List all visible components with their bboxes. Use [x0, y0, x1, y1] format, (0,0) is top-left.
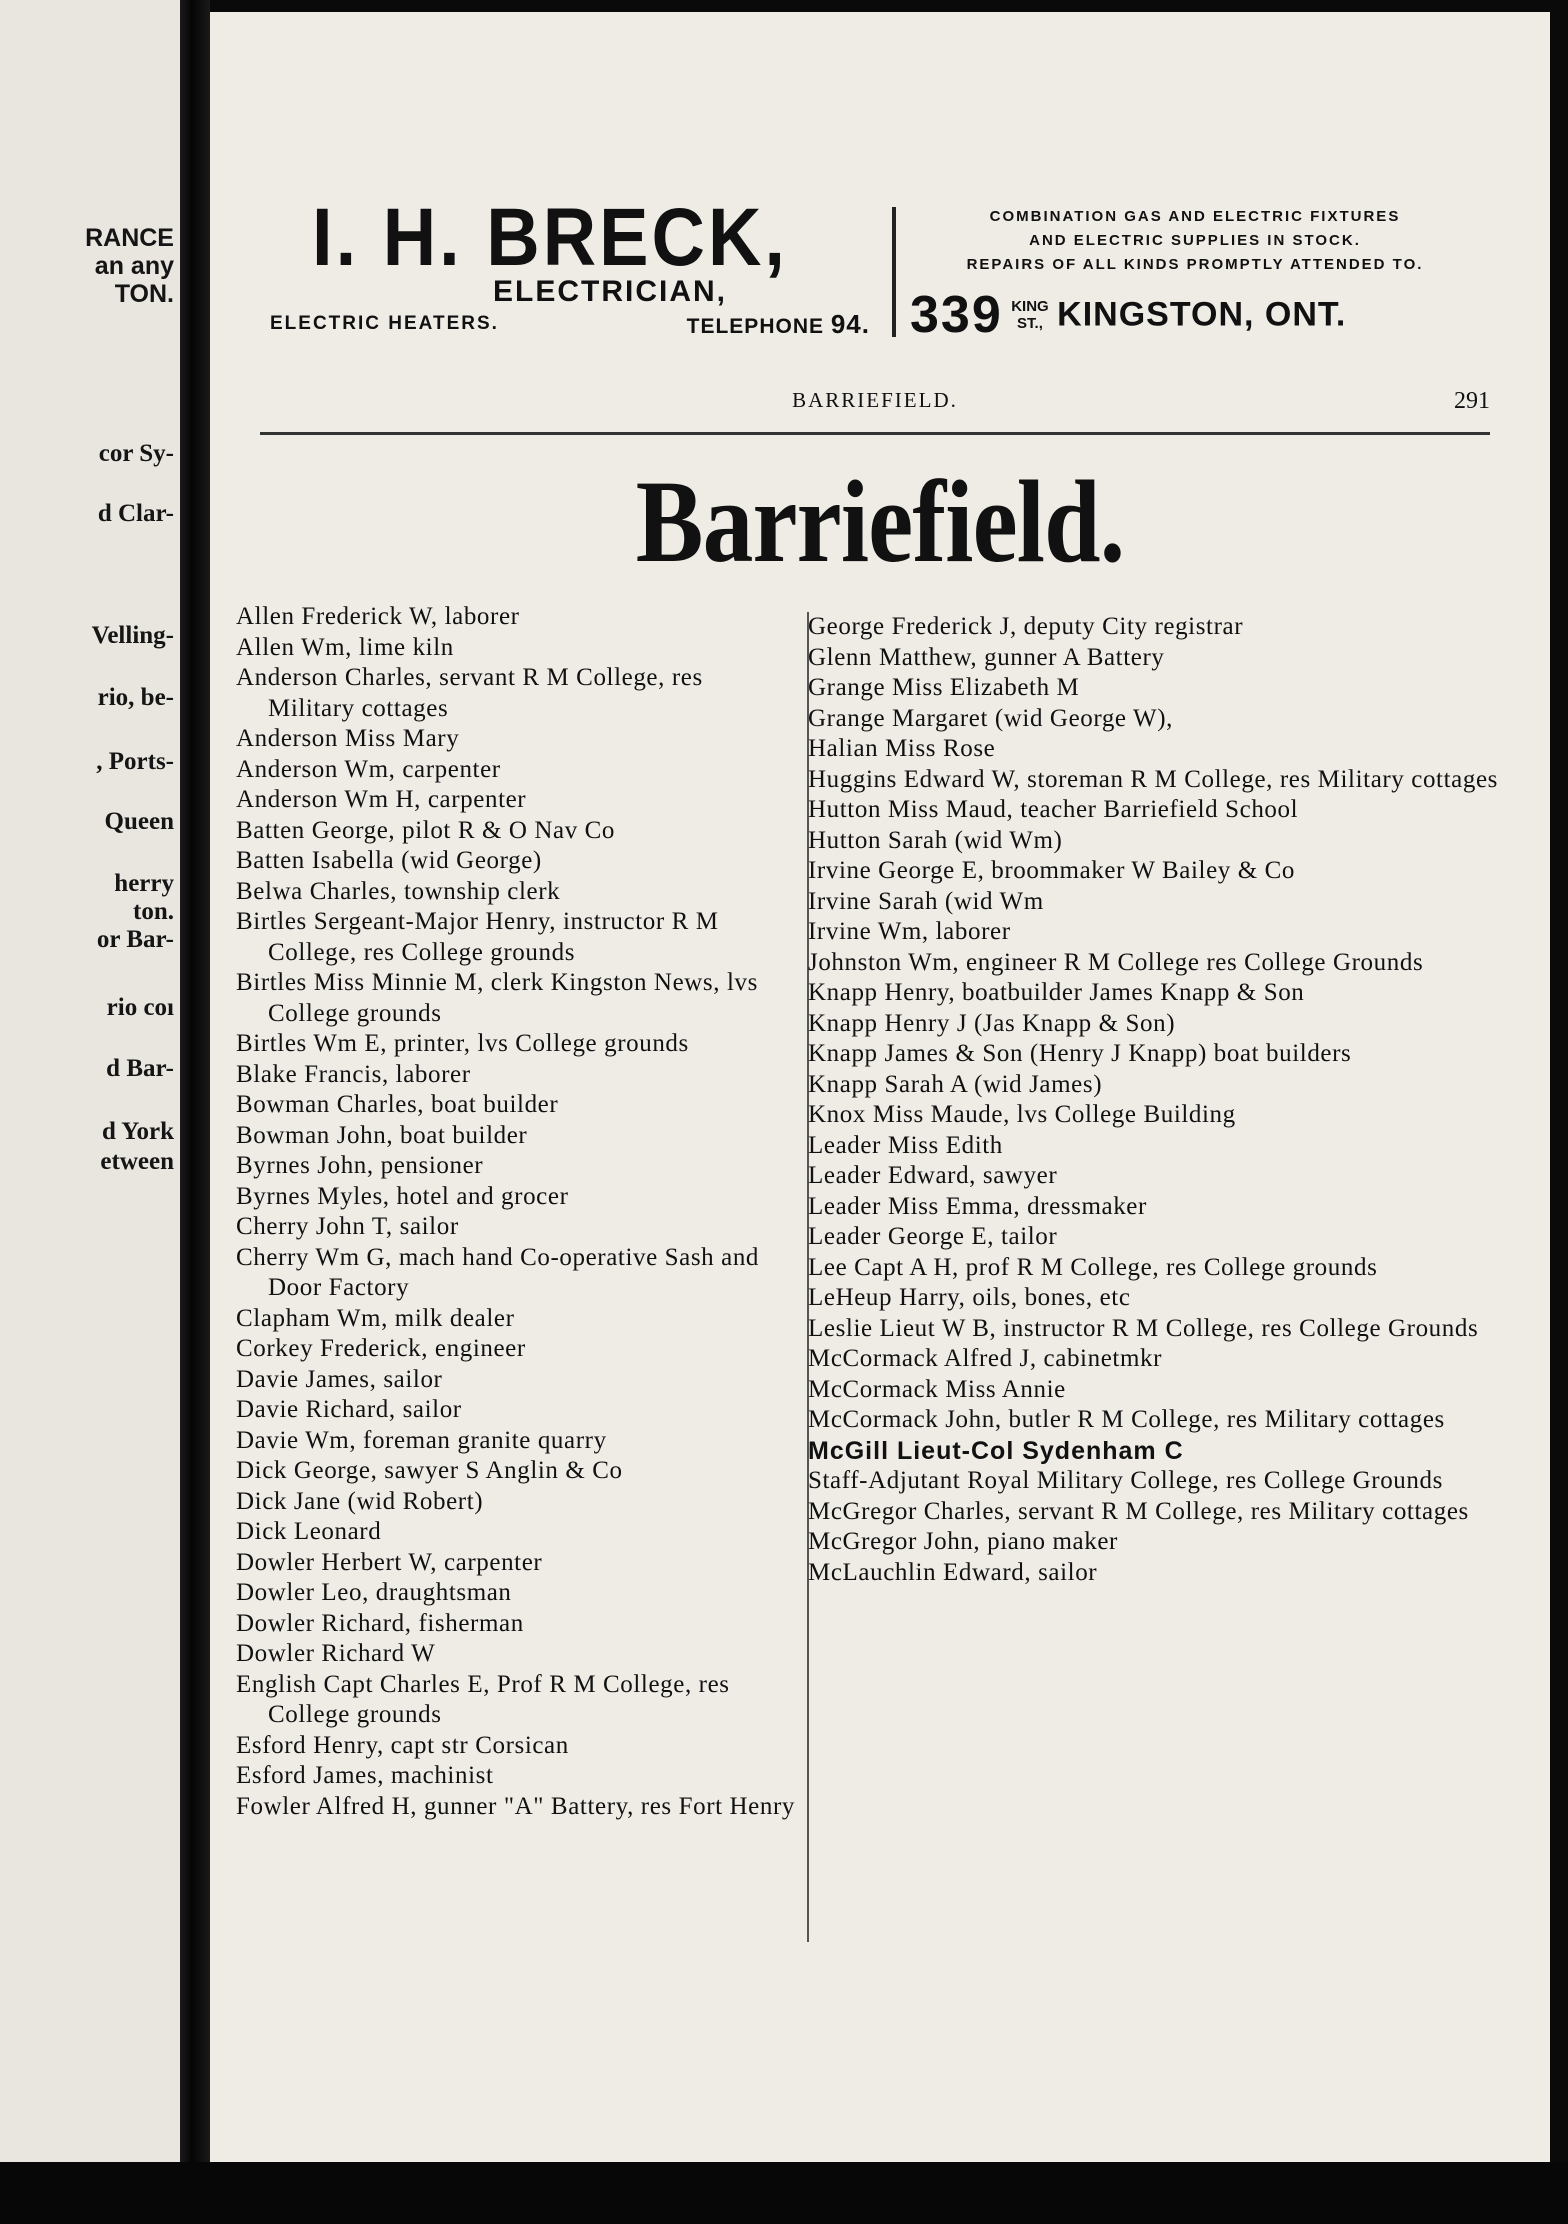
directory-entry: George Frederick J, deputy City registrar [808, 613, 1244, 640]
page-title: Barriefield. [635, 456, 1125, 587]
directory-entry: Knapp Henry J (Jas Knapp & Son) [808, 1009, 1176, 1037]
directory-entry: English Capt Charles E, Prof R M College, res College grounds [236, 1670, 730, 1728]
directory-entry: McCormack Alfred J, cabinetmkr [808, 1345, 1163, 1372]
directory-entry: Cherry Wm G, mach hand Co-operative Sash and Door Factory [236, 1243, 760, 1301]
directory-entry: Staff-Adjutant Royal Military College, res College Grounds [808, 1467, 1443, 1494]
header-rule [260, 432, 1490, 435]
advertiser-name: I. H. BRECK, [312, 191, 788, 283]
directory-entry: McGregor John, piano maker [808, 1528, 1118, 1555]
directory-entry: Anderson Miss Mary [236, 725, 460, 752]
directory-entry: McGill Lieut-Col Sydenham C [808, 1436, 1184, 1465]
directory-entry: Batten George, pilot R & O Nav Co [236, 816, 616, 844]
directory-entry: Fowler Alfred H, gunner "A" Battery, res Fort Henry [236, 1792, 795, 1820]
directory-entry: Belwa Charles, township clerk [236, 877, 561, 905]
advertisement-details [910, 205, 1480, 344]
ad-line-repairs: REPAIRS OF ALL KINDS PROMPTLY ATTENDED TO. [966, 256, 1424, 273]
directory-entry: Clapham Wm, milk dealer [236, 1304, 515, 1332]
adjacent-page-fragment: RANCE [85, 224, 174, 252]
directory-entry: Dowler Leo, draughtsman [236, 1579, 512, 1606]
directory-entry: Batten Isabella (wid George) [236, 847, 542, 874]
running-title: BARRIEFIELD. [792, 388, 958, 412]
adjacent-page-fragment: Queen [104, 808, 174, 835]
directory-entry: Leader George E, tailor [808, 1223, 1058, 1250]
ad-line-supplies: AND ELECTRIC SUPPLIES IN STOCK. [1029, 232, 1361, 249]
running-head [260, 388, 1490, 418]
directory-entry: Knapp Sarah A (wid James) [808, 1070, 1103, 1098]
directory-entry: Esford Henry, capt str Corsican [236, 1731, 569, 1759]
directory-page [210, 12, 1550, 2162]
directory-entry: Cherry John T, sailor [236, 1213, 459, 1240]
directory-entry: Lee Capt A H, prof R M College, res College grounds [808, 1253, 1378, 1281]
directory-entry: Leader Edward, sawyer [808, 1162, 1058, 1189]
directory-entry: Leader Miss Edith [808, 1131, 1003, 1159]
directory-entry: Huggins Edward W, storeman R M College, res Military cottages [808, 765, 1498, 793]
directory-entry: McCormack John, butler R M College, res Military cottages [808, 1406, 1445, 1433]
advertiser-city: KINGSTON, ONT. [1057, 295, 1347, 334]
directory-entry: Dick Leonard [236, 1518, 382, 1545]
directory-entry: Johnston Wm, engineer R M College res College Grounds [808, 948, 1424, 976]
directory-entry: Dowler Richard W [236, 1640, 436, 1667]
adjacent-page-fragment: cor Sy- [98, 440, 174, 467]
advertiser-address [910, 285, 1480, 345]
adjacent-page-fragment: TON. [114, 280, 174, 308]
directory-entry: Glenn Matthew, gunner A Battery [808, 643, 1165, 671]
advertisement-banner [270, 191, 1480, 344]
directory-entry: Allen Wm, lime kiln [236, 633, 454, 661]
directory-entry: Grange Margaret (wid George W), [808, 704, 1173, 732]
directory-column-right [808, 612, 1504, 1588]
directory-entry: Anderson Wm, carpenter [236, 755, 501, 783]
street-name-bottom: ST., [1017, 315, 1043, 332]
adjacent-page-fragment: Velling- [91, 622, 174, 649]
adjacent-page-fragment: d York [101, 1118, 174, 1145]
street-number: 339 [910, 286, 1003, 344]
directory-entry: Anderson Wm H, carpenter [236, 786, 527, 813]
adjacent-page-fragment: herry [114, 870, 174, 897]
directory-entry: McCormack Miss Annie [808, 1375, 1066, 1403]
telephone-label: TELEPHONE [686, 315, 824, 338]
directory-entry: Leslie Lieut W B, instructor R M College, res College Grounds [808, 1314, 1479, 1342]
directory-entry: Irvine Wm, laborer [808, 918, 1011, 945]
adjacent-page-fragment: an any [94, 252, 174, 280]
advertiser-telephone [570, 309, 870, 340]
directory-entry: Birtles Sergeant-Major Henry, instructor R M College, res College grounds [236, 908, 719, 966]
adjacent-page-fragment: rio coı [106, 994, 174, 1021]
adjacent-page-fragment: ton. [133, 898, 174, 925]
directory-entry: Byrnes Myles, hotel and grocer [236, 1182, 569, 1210]
directory-entry: Leader Miss Emma, dressmaker [808, 1192, 1147, 1220]
directory-entry: Knapp James & Son (Henry J Knapp) boat builders [808, 1040, 1352, 1067]
book-gutter [180, 0, 210, 2224]
directory-entry: Grange Miss Elizabeth M [808, 674, 1080, 701]
directory-entry: Dick Jane (wid Robert) [236, 1487, 484, 1515]
directory-entry: LeHeup Harry, oils, bones, etc [808, 1284, 1131, 1311]
directory-entry: Birtles Wm E, printer, lvs College grounds [236, 1030, 689, 1057]
adjacent-page-fragment: or Bar- [96, 926, 174, 953]
directory-entry: Dowler Richard, fisherman [236, 1609, 524, 1637]
directory-entry: Dick George, sawyer S Anglin & Co [236, 1457, 623, 1484]
directory-entry: Knox Miss Maude, lvs College Building [808, 1101, 1236, 1128]
directory-entry: Corkey Frederick, engineer [236, 1335, 526, 1362]
adjacent-page-fragment: , Ports- [96, 748, 174, 775]
directory-entry: Blake Francis, laborer [236, 1060, 471, 1088]
adjacent-page-fragment: d Bar- [106, 1055, 174, 1082]
directory-entry: Davie James, sailor [236, 1365, 443, 1393]
directory-entry: Halian Miss Rose [808, 735, 996, 762]
ad-line-fixtures: COMBINATION GAS AND ELECTRIC FIXTURES [989, 208, 1401, 225]
directory-entry: Bowman John, boat builder [236, 1121, 528, 1149]
directory-entry: Dowler Herbert W, carpenter [236, 1548, 543, 1576]
telephone-number: 94. [830, 309, 870, 339]
directory-entry: Bowman Charles, boat builder [236, 1091, 559, 1118]
advertisement-divider [892, 207, 896, 337]
directory-column-left [236, 602, 796, 1822]
adjacent-page-fragment: etween [100, 1148, 174, 1175]
directory-entry: Birtles Miss Minnie M, clerk Kingston News, lvs College grounds [236, 969, 758, 1027]
directory-entry: Anderson Charles, servant R M College, res Military cottages [236, 664, 703, 722]
directory-entry: Hutton Sarah (wid Wm) [808, 826, 1063, 854]
directory-entry: Knapp Henry, boatbuilder James Knapp & Son [808, 979, 1305, 1006]
directory-entry: Allen Frederick W, laborer [236, 603, 520, 630]
street-name [1011, 298, 1049, 332]
directory-entry: Davie Wm, foreman granite quarry [236, 1426, 607, 1454]
adjacent-page-strip [0, 0, 180, 2224]
page-number: 291 [1454, 388, 1490, 414]
adjacent-page-fragment: d Clar- [97, 500, 174, 527]
advertiser-products: ELECTRIC HEATERS. [270, 313, 499, 334]
directory-entry: Irvine Sarah (wid Wm [808, 887, 1044, 915]
directory-entry: Hutton Miss Maud, teacher Barriefield School [808, 796, 1299, 823]
street-name-top: KING [1011, 298, 1049, 315]
directory-entry: McGregor Charles, servant R M College, res Military cottages [808, 1497, 1469, 1525]
directory-entry: McLauchlin Edward, sailor [808, 1558, 1098, 1586]
adjacent-page-fragment: rio, be- [97, 684, 174, 711]
directory-entry: Davie Richard, sailor [236, 1396, 462, 1423]
scan-border [0, 2162, 1568, 2224]
directory-entry: Irvine George E, broommaker W Bailey & Co [808, 857, 1295, 884]
directory-entry: Byrnes John, pensioner [236, 1152, 484, 1179]
advertiser-profession: ELECTRICIAN, [493, 275, 727, 308]
directory-entry: Esford James, machinist [236, 1762, 494, 1789]
